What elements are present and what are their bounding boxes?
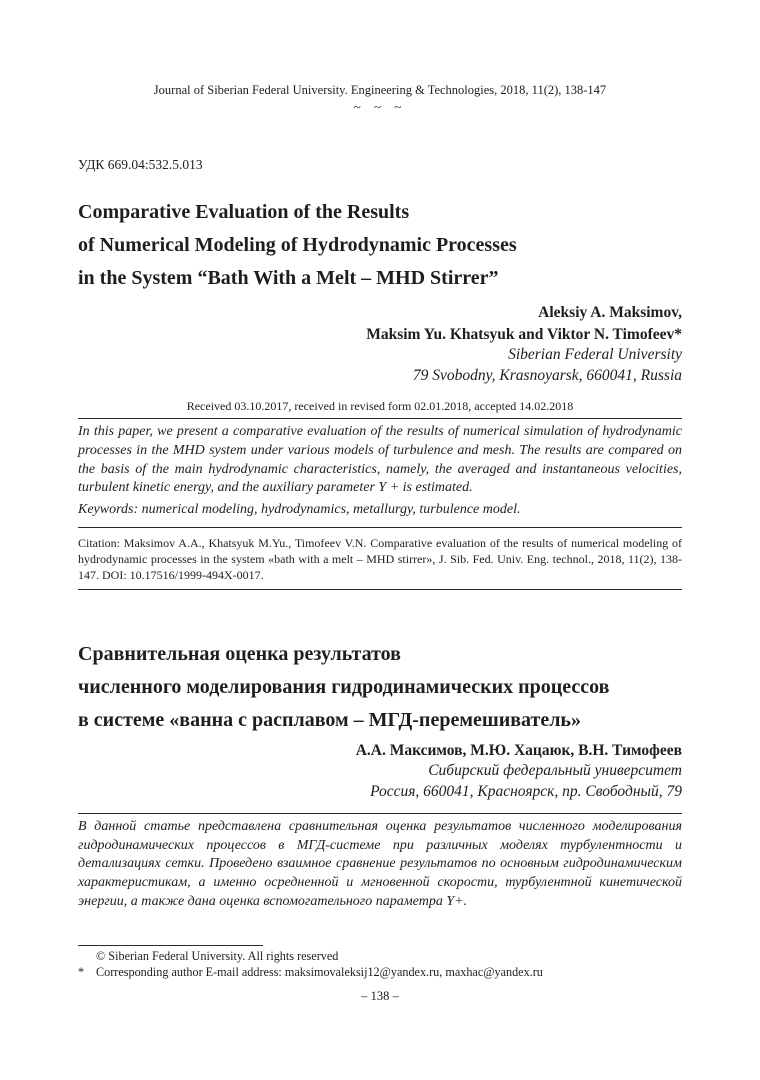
authors-en-line: Aleksiy A. Maksimov, — [538, 304, 682, 321]
divider-rule — [78, 589, 682, 590]
footnote-copyright: © Siberian Federal University. All rights reserved — [96, 949, 339, 963]
footnote-block — [78, 945, 682, 980]
authors-en-line: Maksim Yu. Khatsyuk and Viktor N. Timofeev* — [366, 325, 682, 343]
paper-title-ru — [78, 638, 682, 737]
paper-title-ru-line: Сравнительная оценка результатов — [78, 643, 401, 666]
ornament-divider: ~ ~ ~ — [353, 99, 407, 114]
affiliation-ru-line: Сибирский федеральный университет — [428, 762, 682, 780]
affiliation-en-line: 79 Svobodny, Krasnoyarsk, 660041, Russia — [412, 366, 682, 384]
abstract-en: In this paper, we present a comparative evaluation of the results of numerical simulation of hydrodynamic processes in the MHD system under various models of turbulence and mesh. The results are compared on the basis of the main hydrodynamic characteristics, namely, the averaged and instantaneous velocities, turbulent kinetic energy, and the auxiliary parameter Y + is estimated. — [78, 424, 682, 496]
paper-title-en-line: of Numerical Modeling of Hydrodynamic Processes — [78, 234, 517, 256]
citation-block: Citation: Maksimov A.A., Khatsyuk M.Yu., Timofeev V.N. Comparative evaluation of the results of numerical modeling of hydrodynamic processes in the system «bath with a melt – MHD stirrer», J. Sib. Fed. Univ. Eng. technol., 2018, 11(2), 138-147. DOI: 10.17516/1999-494X-0017. — [78, 536, 682, 583]
affiliation-ru — [78, 761, 682, 802]
footnote-corresponding — [78, 965, 682, 981]
page-number: – 138 – — [361, 989, 399, 1003]
affiliation-ru-line: Россия, 660041, Красноярск, пр. Свободный, 79 — [370, 782, 682, 800]
divider-rule — [78, 527, 682, 528]
authors-en — [78, 302, 682, 345]
paper-title-ru-line: в системе «ванна с расплавом – МГД-перемешиватель» — [78, 709, 582, 732]
divider-rule — [78, 418, 682, 419]
received-dates: Received 03.10.2017, received in revised form 02.01.2018, accepted 14.02.2018 — [186, 399, 574, 413]
divider-rule — [78, 813, 682, 814]
paper-title-en — [78, 196, 682, 295]
abstract-ru: В данной статье представлена сравнительная оценка результатов численного моделирования гидродинамических процессов в МГД-системе при различных моделях турбулентности и детализациях сетки. Проведено взаимное сравнение результатов по основным гидродинамическим характеристикам, а именно осредненной и мгновенной скорости, турбулентной кинетической энергии, а также дана оценка вспомогательного параметра Y+. — [78, 819, 682, 909]
footnote-rule — [78, 945, 263, 946]
paper-title-en-line: in the System “Bath With a Melt – MHD Stirrer” — [78, 267, 499, 289]
footnote-corresponding-text: Corresponding author E-mail address: maksimovaleksij12@yandex.ru, maxhac@yandex.ru — [96, 964, 543, 979]
affiliation-en-line: Siberian Federal University — [508, 346, 682, 363]
affiliation-en — [78, 345, 682, 386]
paper-title-ru-line: численного моделирования гидродинамических процессов — [78, 676, 610, 699]
udk-code: УДК 669.04:532.5.013 — [78, 157, 203, 172]
authors-ru: А.А. Максимов, М.Ю. Хацаюк, В.Н. Тимофеев — [355, 742, 682, 760]
footnote-marker: * — [78, 964, 85, 979]
journal-header: Journal of Siberian Federal University. Engineering & Technologies, 2018, 11(2), 138-147 — [153, 83, 607, 97]
keywords-en: Keywords: numerical modeling, hydrodynamics, metallurgy, turbulence model. — [78, 502, 521, 518]
paper-title-en-line: Comparative Evaluation of the Results — [78, 201, 410, 223]
